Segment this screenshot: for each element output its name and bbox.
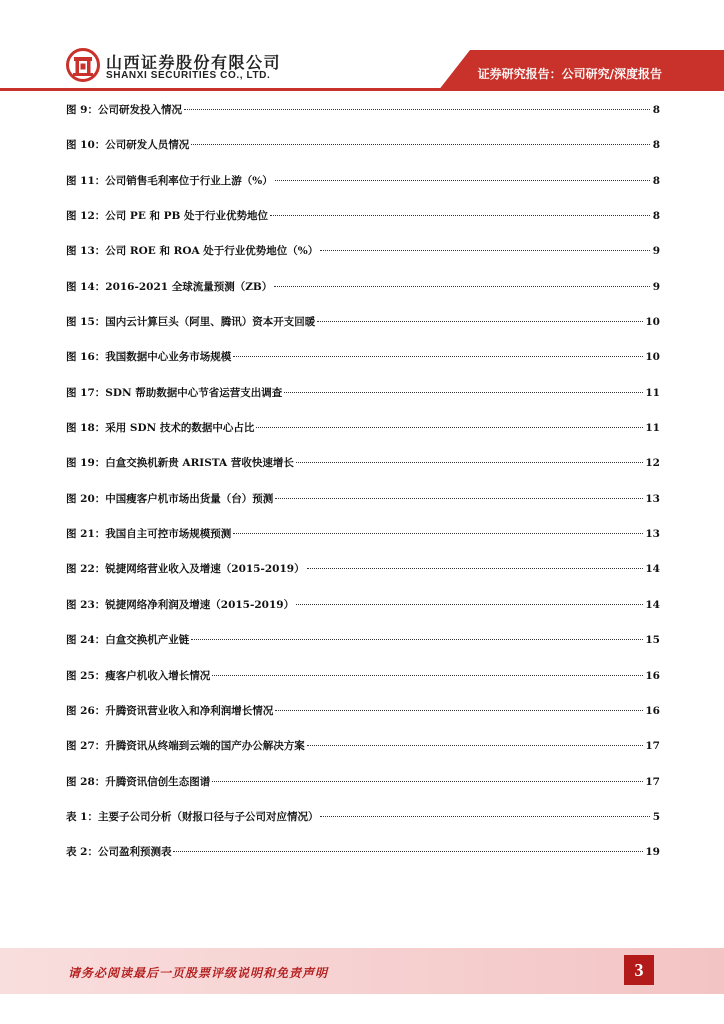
toc-entry-label: 图 10：公司研发人员情况 <box>66 139 190 152</box>
toc-dot-leader <box>212 665 643 676</box>
table-of-contents <box>66 101 660 879</box>
disclaimer-text: 请务必阅读最后一页股票评级说明和免责声明 <box>68 966 329 980</box>
toc-dot-leader <box>284 382 643 393</box>
toc-entry-page: 12 <box>645 457 660 470</box>
toc-entry-page: 16 <box>645 669 660 682</box>
toc-dot-leader <box>212 771 643 782</box>
toc-entry-page: 15 <box>645 634 660 647</box>
toc-entry-label: 图 16：我国数据中心业务市场规模 <box>66 351 232 364</box>
toc-entry-page: 13 <box>645 492 660 505</box>
toc-dot-leader <box>274 276 650 287</box>
page-number: 3 <box>624 955 654 985</box>
toc-entry-page: 8 <box>652 104 660 116</box>
toc-entry[interactable] <box>66 172 660 207</box>
toc-entry[interactable] <box>66 808 660 843</box>
toc-entry[interactable] <box>66 207 660 242</box>
toc-entry[interactable] <box>66 454 660 489</box>
toc-entry-label: 图 9：公司研发投入情况 <box>66 104 182 116</box>
toc-entry-label: 图 17：SDN 帮助数据中心节省运营支出调查 <box>66 386 283 399</box>
toc-entry-label: 表 1：主要子公司分析（财报口径与子公司对应情况） <box>66 810 319 823</box>
toc-dot-leader <box>184 99 650 110</box>
toc-entry[interactable] <box>66 631 660 666</box>
toc-entry[interactable] <box>66 101 660 136</box>
company-name-en: SHANXI SECURITIES CO., LTD. <box>106 70 271 81</box>
toc-entry[interactable] <box>66 773 660 808</box>
toc-entry[interactable] <box>66 278 660 313</box>
toc-dot-leader <box>191 134 650 145</box>
toc-entry[interactable] <box>66 384 660 419</box>
toc-entry[interactable] <box>66 348 660 383</box>
toc-entry-page: 19 <box>645 846 660 859</box>
toc-dot-leader <box>191 629 643 640</box>
toc-dot-leader <box>320 806 650 817</box>
toc-dot-leader <box>275 488 643 499</box>
toc-dot-leader <box>307 735 644 746</box>
toc-entry-label: 图 27：升腾资讯从终端到云端的国产办公解决方案 <box>66 740 305 753</box>
toc-entry-label: 图 15：国内云计算巨头（阿里、腾讯）资本开支回暖 <box>66 316 316 329</box>
toc-entry-page: 13 <box>645 528 660 541</box>
company-logo-icon <box>66 48 100 82</box>
toc-entry-label: 图 13：公司 ROE 和 ROA 处于行业优势地位（%） <box>66 245 319 258</box>
toc-entry-label: 图 26：升腾资讯营业收入和净利润增长情况 <box>66 704 274 717</box>
toc-entry-page: 5 <box>652 810 660 823</box>
toc-entry-label: 图 14：2016-2021 全球流量预测（ZB） <box>66 280 273 293</box>
toc-entry[interactable] <box>66 242 660 277</box>
company-name-cn: 山西证券股份有限公司 <box>106 53 282 72</box>
toc-entry-page: 17 <box>645 775 660 788</box>
toc-dot-leader <box>296 452 644 463</box>
report-type-label: 证券研究报告：公司研究/深度报告 <box>477 67 662 81</box>
toc-dot-leader <box>296 594 643 605</box>
toc-entry-label: 图 18：采用 SDN 技术的数据中心占比 <box>66 422 255 435</box>
toc-entry[interactable] <box>66 525 660 560</box>
toc-dot-leader <box>256 417 643 428</box>
toc-entry-label: 图 25：瘦客户机收入增长情况 <box>66 669 211 682</box>
toc-entry-page: 10 <box>645 316 660 329</box>
toc-entry-label: 图 21：我国自主可控市场规模预测 <box>66 528 232 541</box>
toc-entry-label: 图 23：锐捷网络净利润及增速（2015-2019） <box>66 598 295 611</box>
toc-dot-leader <box>275 700 643 711</box>
toc-entry-page: 11 <box>645 386 660 399</box>
toc-entry-page: 8 <box>652 174 660 187</box>
toc-entry[interactable] <box>66 560 660 595</box>
toc-entry-label: 图 22：锐捷网络营业收入及增速（2015-2019） <box>66 563 305 576</box>
toc-entry-label: 图 20：中国瘦客户机市场出货量（台）预测 <box>66 492 274 505</box>
toc-entry-page: 11 <box>645 422 660 435</box>
toc-dot-leader <box>270 205 650 216</box>
toc-entry-label: 图 24：白盒交换机产业链 <box>66 634 190 647</box>
toc-entry-label: 图 28：升腾资讯信创生态图谱 <box>66 775 211 788</box>
toc-entry[interactable] <box>66 490 660 525</box>
toc-entry-label: 表 2：公司盈利预测表 <box>66 846 172 859</box>
toc-entry-page: 8 <box>652 210 660 223</box>
toc-dot-leader <box>320 240 650 251</box>
toc-dot-leader <box>275 170 650 181</box>
toc-entry[interactable] <box>66 843 660 878</box>
toc-entry-label: 图 12：公司 PE 和 PB 处于行业优势地位 <box>66 210 269 223</box>
toc-entry-page: 8 <box>652 139 660 152</box>
toc-entry[interactable] <box>66 667 660 702</box>
toc-entry-page: 9 <box>652 280 660 293</box>
toc-entry-page: 14 <box>645 598 660 611</box>
toc-entry-page: 16 <box>645 704 660 717</box>
toc-dot-leader <box>173 841 643 852</box>
toc-entry-page: 14 <box>645 563 660 576</box>
toc-entry-label: 图 19：白盒交换机新贵 ARISTA 营收快速增长 <box>66 457 294 470</box>
toc-dot-leader <box>233 346 643 357</box>
toc-entry-page: 9 <box>652 245 660 258</box>
page-header <box>0 0 724 96</box>
toc-entry-page: 17 <box>645 740 660 753</box>
toc-dot-leader <box>307 558 644 569</box>
toc-entry[interactable] <box>66 313 660 348</box>
toc-entry[interactable] <box>66 419 660 454</box>
toc-dot-leader <box>233 523 643 534</box>
toc-entry[interactable] <box>66 136 660 171</box>
toc-entry[interactable] <box>66 702 660 737</box>
toc-entry-label: 图 11：公司销售毛利率位于行业上游（%） <box>66 174 273 187</box>
toc-entry-page: 10 <box>645 351 660 364</box>
toc-entry[interactable] <box>66 737 660 772</box>
toc-entry[interactable] <box>66 596 660 631</box>
toc-dot-leader <box>317 311 643 322</box>
